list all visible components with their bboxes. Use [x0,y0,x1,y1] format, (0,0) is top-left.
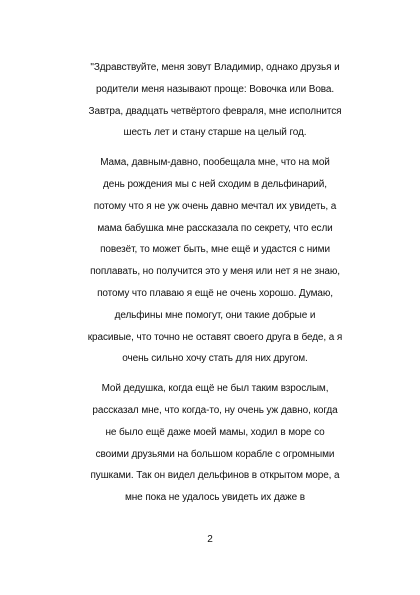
text-line: мне пока не удалось увидеть их даже в [124,492,305,504]
text-line: не было ещё даже моей мамы, ходил в море со [105,426,325,438]
text-line: дельфины мне помогут, они такие добрые и [114,309,316,321]
text-line: родители меня называют проще: Вовочка или Вова. [95,83,335,95]
text-line: Завтра, двадцать четвёртого февраля, мне исполнится [88,105,342,117]
text-line: красивые, что точно не оставят своего друга в беде, а я [87,331,343,343]
text-line: день рождения мы с ней сходим в дельфинарий, [103,178,327,190]
text-line: рассказал мне, что когда-то, ну очень уж давно, когда [92,404,338,416]
paragraph-3 [82,378,348,509]
body-text [82,57,348,517]
text-line: Мой дедушка, когда ещё не был таким взрослым, [101,383,329,395]
text-line: очень сильно хочу стать для них другом. [122,353,308,365]
text-line: пушками. Так он видел дельфинов в открытом море, а [90,470,340,482]
text-line: потому что я не уж очень давно мечтал их увидеть, а [93,200,337,212]
text-line: своими друзьями на большом корабле с огромными [95,448,335,460]
text-line: повезёт, то может быть, мне ещё и удастся с ними [100,244,330,256]
text-line: Мама, давным-давно, пообещала мне, что на мой [100,157,330,169]
page-number: 2 [207,534,213,545]
paragraph-2 [82,152,348,370]
text-line: потому что плаваю я ещё не очень хорошо. Думаю, [97,287,333,299]
paragraph-1 [82,57,348,144]
text-line: шесть лет и стану старше на целый год. [123,127,307,139]
text-line: мама бабушка мне рассказала по секрету, что если [97,222,333,234]
text-line: поплавать, но получится это у меня или нет я не знаю, [90,266,340,278]
text-line: "Здравствуйте, меня зовут Владимир, однако друзья и [90,62,340,73]
